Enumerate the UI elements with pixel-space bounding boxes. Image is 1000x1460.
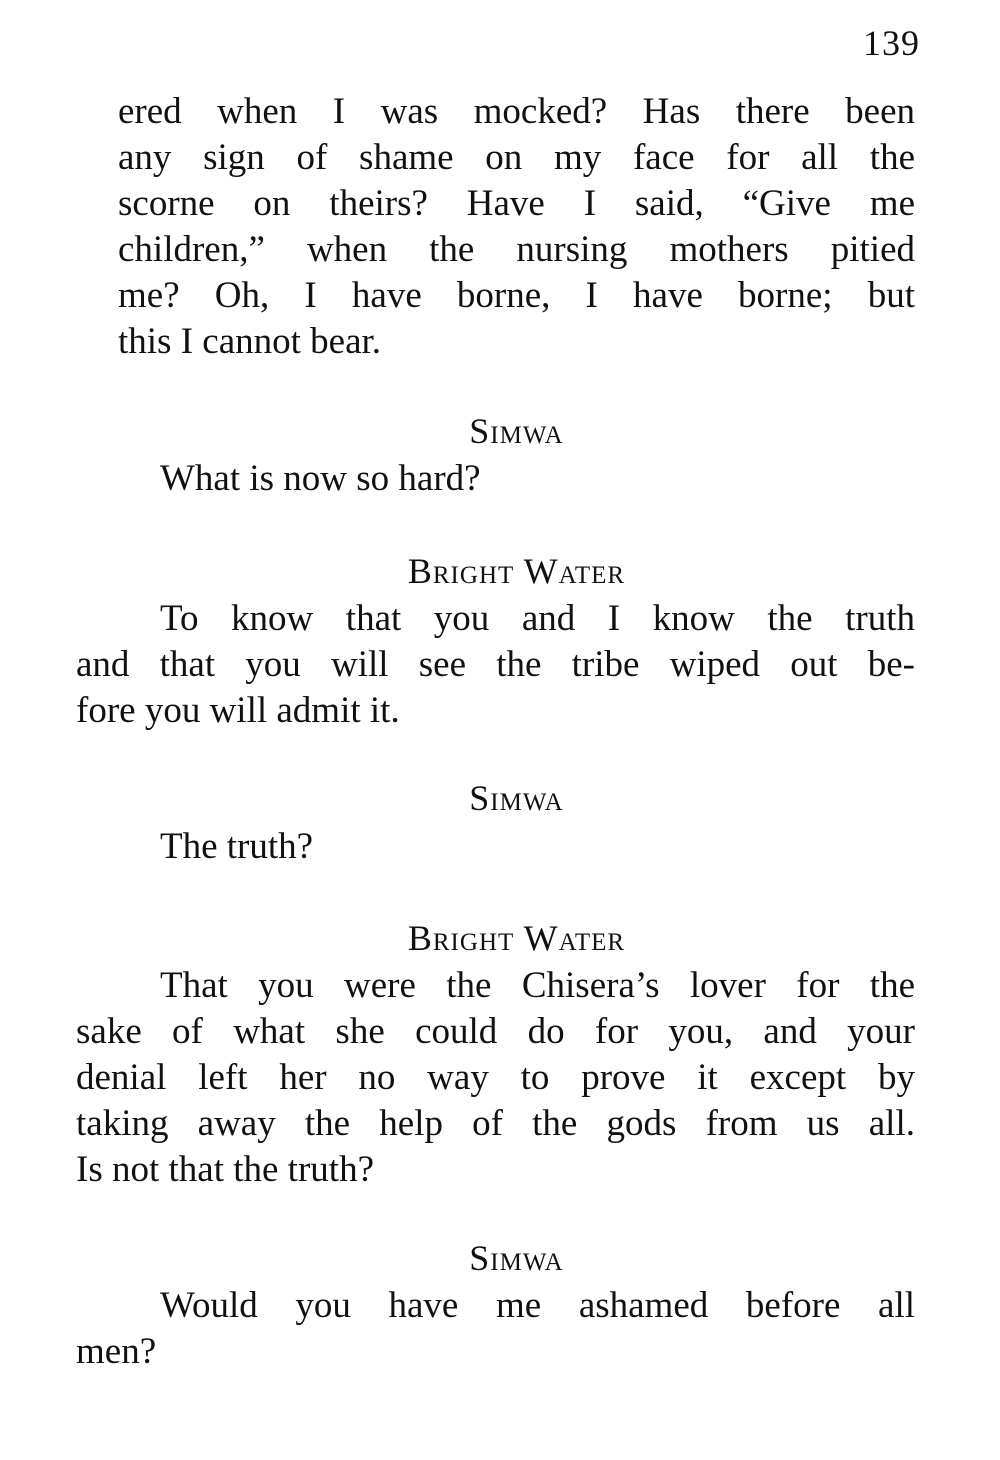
speaker-name: Simwa <box>469 778 564 818</box>
page-number: 139 <box>863 23 920 63</box>
speech-line: denial left her no way to prove it except by <box>76 1057 915 1098</box>
speech-text <box>118 824 915 870</box>
paragraph-line: any sign of shame on my face for all the <box>118 137 915 178</box>
speech-line: sake of what she could do for you, and your <box>76 1011 915 1052</box>
paragraph-line: this I cannot bear. <box>118 321 382 362</box>
speech-line: Is not that the truth? <box>76 1149 374 1190</box>
speech-line: taking away the help of the gods from us all. <box>76 1103 915 1144</box>
speech-text <box>118 456 915 502</box>
paragraph-line: ered when I was mocked? Has there been <box>118 91 915 132</box>
speech-text <box>76 596 915 734</box>
speech-text <box>76 1283 915 1375</box>
paragraph-line: me? Oh, I have borne, I have borne; but <box>118 275 915 316</box>
speech-text <box>76 963 915 1193</box>
speaker-name: Bright Water <box>407 918 626 958</box>
speech-line: That you were the Chisera’s lover for the <box>160 965 915 1006</box>
speech-line: and that you will see the tribe wiped out be- <box>76 644 915 685</box>
speech-line: Would you have me ashamed before all <box>160 1285 915 1326</box>
speech-line: fore you will admit it. <box>76 690 400 731</box>
speech-line: The truth? <box>160 826 314 867</box>
opening-paragraph <box>118 89 915 365</box>
paragraph-line: children,” when the nursing mothers pitied <box>118 229 915 270</box>
speech-line: men? <box>76 1331 157 1372</box>
speaker-name: Bright Water <box>407 551 626 591</box>
speech-line: What is now so hard? <box>160 458 481 499</box>
speaker-name: Simwa <box>469 1238 564 1278</box>
paragraph-line: scorne on theirs? Have I said, “Give me <box>118 183 915 224</box>
speech-line: To know that you and I know the truth <box>160 598 915 639</box>
speaker-name: Simwa <box>469 411 564 451</box>
